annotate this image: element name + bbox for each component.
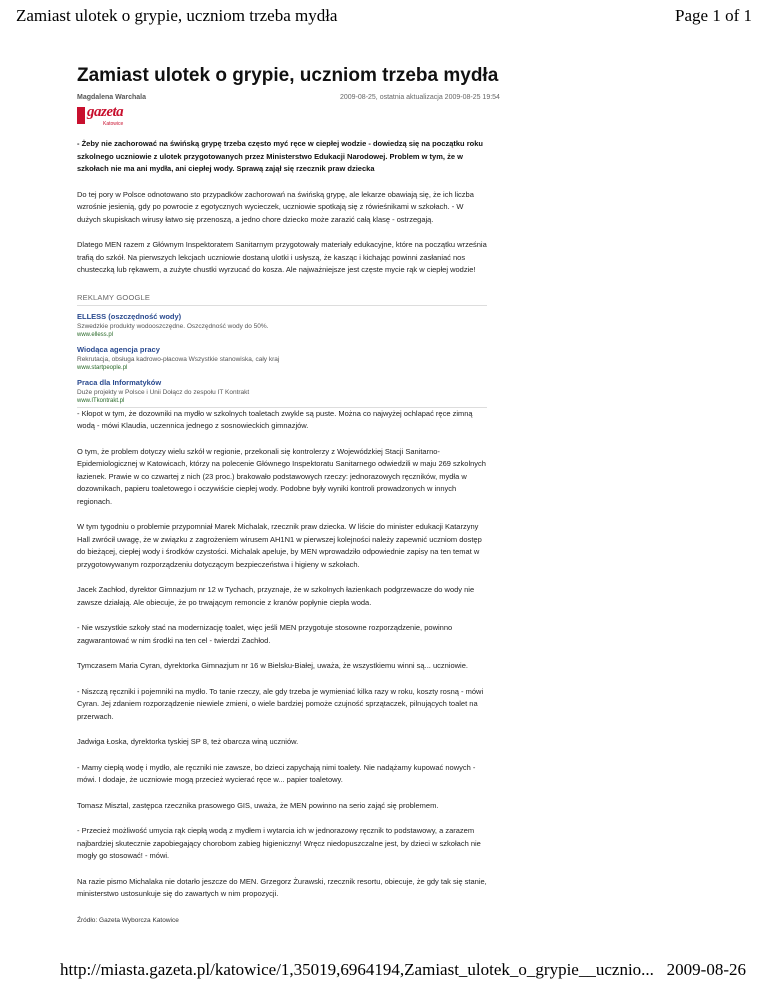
article-meta (77, 94, 500, 104)
gazeta-logo[interactable] (77, 106, 129, 128)
article-source: Źródło: Gazeta Wyborcza Katowice (77, 916, 179, 924)
print-header-page: Page 1 of 1 (675, 6, 752, 25)
ad-description: Szwedzkie produkty wodooszczędne. Oszczędność wody do 50%. (77, 322, 269, 330)
ad-description: Rekrutacja, obsługa kadrowo-płacowa Wszystkie stanowiska, cały kraj (77, 355, 280, 363)
logo-bar-icon (77, 107, 85, 124)
print-header-title: Zamiast ulotek o grypie, uczniom trzeba mydła (16, 6, 338, 25)
ad-description: Duże projekty w Polsce i Unii Dołącz do zespołu IT Kontrakt (77, 388, 250, 396)
print-footer-url: http://miasta.gazeta.pl/katowice/1,35019,6964194,Zamiast_ulotek_o_grypie__ucznio... (60, 960, 654, 979)
article (77, 64, 500, 924)
article-paragraph: Tomasz Misztal, zastępca rzecznika prasowego GIS, uważa, że MEN powinno na serio zająć się problemem. (77, 800, 439, 810)
article-paragraph: - Kłopot w tym, że dozowniki na mydło w szkolnych toaletach zwykle są puste. Można co najwyżej ochlapać ręce zimną wodą - mówi Klaudia, uczennica jednego z sosnowieckich gimnazjów. (77, 408, 473, 430)
ad-url-link[interactable]: www.ITkontrakt.pl (77, 397, 125, 404)
ads-title: REKLAMY GOOGLE (77, 293, 487, 306)
ad-title-link[interactable]: Wiodąca agencja pracy (77, 344, 160, 354)
ad-url-link[interactable]: www.startpeople.pl (77, 364, 128, 371)
print-footer-date: 2009-08-26 (666, 960, 746, 979)
article-paragraph: Tymczasem Maria Cyran, dyrektorka Gimnazjum nr 16 w Bielsku-Białej, uważa, że wszystkiemu winni są... uczniowie. (77, 661, 468, 670)
article-lead: - Żeby nie zachorować na świńską grypę trzeba często myć ręce w ciepłej wodzie - dowiedzą się na początku roku szkolnego uczniowie z ulotek przygotowanych przez Ministerstwo Edukacji Narodowej. Problem w tym, że w szkołach nie ma ani mydła, ani ciepłej wody. Sprawą zajął się rzecznik praw dziecka (77, 139, 483, 173)
ad-item[interactable] (77, 378, 487, 405)
article-paragraph: Jacek Zachłod, dyrektor Gimnazjum nr 12 w Tychach, przyznaje, że w szkolnych łazienkach podgrzewacze do wody nie zawsze działają. Ale obiecuje, że po trwającym remoncie z kranów popłynie ciepła woda. (77, 585, 475, 607)
logo-city: Katowice (103, 121, 124, 127)
print-footer (60, 960, 746, 986)
logo-word: gazeta (87, 104, 124, 120)
article-paragraph: Do tej pory w Polsce odnotowano sto przypadków zachorowań na świńską grypę, ale lekarze obawiają się, że ich liczba wzrośnie jesienią, gdy po powrocie z egotycznych wycieczek, uczniowie spotkają się z rówieśnikami w szkołach. - W dużych skupiskach wirusy łatwo się przenoszą, a jedno chore dziecko może zarazić całą klasę - ostrzegają. (77, 189, 474, 224)
article-paragraph: - Przecież możliwość umycia rąk ciepłą wodą z mydłem i wytarcia ich w jednorazowy ręcznik to podstawowy, a zarazem najbardziej skutecznie zapobiegający chorobom zabieg higieniczny! Wręcz niedopuszczalne jest, by dzieci w szkołach nie mogły go stosować! - mówi. (77, 826, 481, 860)
ad-title-link[interactable]: Praca dla Informatyków (77, 377, 162, 387)
article-paragraph: O tym, że problem dotyczy wielu szkół w regionie, przekonali się kontrolerzy z Wojewódzkiej Stacji Sanitarno-Epidemiologicznej w Katowicach, którzy na polecenie Głównego Inspektoratu Sanitarnego odwiedzili w maju 269 szkolnych łazienek. Prawie w co czwartej z nich (23 proc.) brakowało podstawowych rzeczy: jednorazowych ręczników, mydła w dozownikach, papieru toaletowego i oczywiście ciepłej wody. Podobne były wyniki kontroli prowadzonych w innych regionach. (77, 446, 486, 506)
article-paragraph: W tym tygodniu o problemie przypomniał Marek Michalak, rzecznik praw dziecka. W liście do minister edukacji Katarzyny Hall zwrócił uwagę, że w związku z zagrożeniem wirusem AH1N1 w pierwszej kolejności należy zapewnić uczniom dostęp do bieżącej, ciepłej wody i środków czystości. Michalak apeluje, by MEN wprowadziło odpowiednie zapisy na ten temat w przygotowywanym rozporządzeniu dotyczącym bezpieczeństwa i higieny w szkołach. (77, 522, 482, 569)
ad-url-link[interactable]: www.elless.pl (77, 331, 114, 338)
article-paragraph: Jadwiga Łoska, dyrektorka tyskiej SP 8, też obarcza winą uczniów. (77, 737, 299, 746)
article-date: 2009-08-25, ostatnia aktualizacja 2009-08-25 19:54 (340, 94, 500, 101)
article-paragraph: Dlatego MEN razem z Głównym Inspektoratem Sanitarnym przygotowały materiały edukacyjne, które na początku września trafią do szkół. Na pierwszych lekcjach uczniowie dostaną ulotki i usłyszą, że kasząc i kichając powinni zasłaniać nos chusteczką lub rękawem, a zużyte chustki wyrzucać do kosza. Ale najważniejsze jest częste mycie rąk w ciepłej wodzie! (77, 240, 487, 274)
ad-item[interactable] (77, 345, 487, 372)
article-paragraph: - Nie wszystkie szkoły stać na modernizację toalet, więc jeśli MEN przygotuje stosowne rozporządzenie, powinno zagwarantować w nim środki na ten cel - twierdzi Zachłod. (77, 623, 453, 645)
article-author: Magdalena Warchala (77, 94, 146, 101)
article-paragraph: Na razie pismo Michalaka nie dotarło jeszcze do MEN. Grzegorz Żurawski, rzecznik resortu, obiecuje, że gdy tak się stanie, ministerstwo ustosunkuje się do zawartych w nim propozycji. (77, 876, 487, 898)
article-title: Zamiast ulotek o grypie, uczniom trzeba mydła (77, 65, 499, 86)
ad-item[interactable] (77, 312, 487, 339)
google-ads (77, 293, 487, 408)
article-paragraph: - Mamy ciepłą wodę i mydło, ale ręczniki nie zawsze, bo dzieci zapychają nimi toalety. Nie nadążamy kupować nowych - mówi. I dodaje, że uczniowie mogą przecież wycierać ręce w... papier toaletowy. (77, 762, 476, 784)
ad-title-link[interactable]: ELLESS (oszczędność wody) (77, 311, 182, 321)
print-header (16, 6, 752, 32)
article-paragraph: - Niszczą ręczniki i pojemniki na mydło. To tanie rzeczy, ale gdy trzeba je wymieniać kilka razy w roku, koszty rosną - mówi Cyran. Jej zdaniem rozporządzenie niewiele zmieni, o wiele bardziej pomoże czujność sprzątaczek, pilnujących toalet na przerwach. (77, 686, 484, 721)
